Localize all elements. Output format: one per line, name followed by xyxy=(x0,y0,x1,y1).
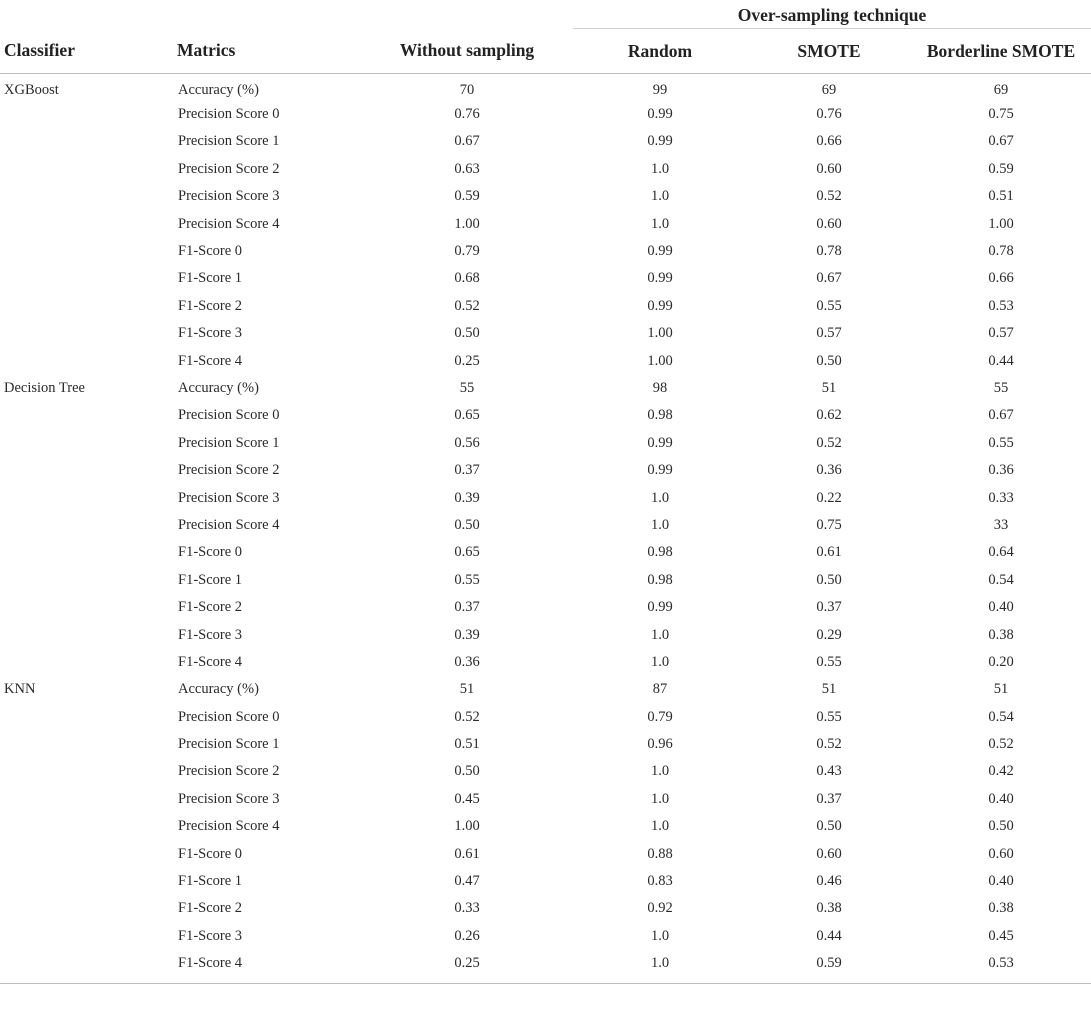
cell-classifier xyxy=(0,703,171,730)
cell-metric: Precision Score 4 xyxy=(178,215,280,232)
cell-borderline-smote: 0.55 xyxy=(988,434,1014,451)
cell-random: 1.0 xyxy=(650,763,670,780)
cell-classifier xyxy=(0,731,171,758)
cell-metric: F1-Score 2 xyxy=(178,599,243,616)
cell-without-sampling: 0.26 xyxy=(454,927,480,944)
cell-classifier xyxy=(0,210,171,237)
cell-metric: Precision Score 0 xyxy=(178,708,280,725)
table-row xyxy=(0,74,1091,101)
cell-classifier xyxy=(0,868,171,895)
cell-borderline-smote: 0.36 xyxy=(988,462,1014,479)
cell-metric: Precision Score 0 xyxy=(178,407,280,424)
cell-borderline-smote: 0.57 xyxy=(988,325,1014,342)
cell-classifier xyxy=(0,649,171,676)
cell-without-sampling: 0.67 xyxy=(454,133,480,150)
cell-classifier: Decision Tree xyxy=(4,379,85,396)
table-row xyxy=(0,101,1091,128)
table-row xyxy=(0,402,1091,429)
cell-random: 98 xyxy=(652,379,668,396)
cell-smote: 0.60 xyxy=(816,215,842,232)
table-row xyxy=(0,128,1091,155)
cell-metric: F1-Score 4 xyxy=(178,653,243,670)
cell-borderline-smote: 0.38 xyxy=(988,900,1014,917)
cell-random: 1.00 xyxy=(647,352,673,369)
oversampling-group-header: Over-sampling technique xyxy=(573,0,1091,29)
cell-without-sampling: 0.65 xyxy=(454,407,480,424)
cell-metric: Accuracy (%) xyxy=(178,681,259,698)
cell-without-sampling: 0.56 xyxy=(454,434,480,451)
cell-classifier xyxy=(0,923,171,950)
cell-metric: F1-Score 4 xyxy=(178,352,243,369)
cell-borderline-smote: 0.54 xyxy=(988,708,1014,725)
cell-classifier xyxy=(0,950,171,977)
cell-smote: 0.57 xyxy=(816,325,842,342)
col-header-borderline-smote: Borderline SMOTE xyxy=(911,29,1091,74)
cell-smote: 0.52 xyxy=(816,188,842,205)
table-row xyxy=(0,484,1091,511)
cell-random: 0.99 xyxy=(647,133,673,150)
cell-classifier xyxy=(0,402,171,429)
cell-random: 0.99 xyxy=(647,270,673,287)
table-row xyxy=(0,430,1091,457)
cell-without-sampling: 1.00 xyxy=(454,215,480,232)
cell-borderline-smote: 0.53 xyxy=(988,955,1014,972)
cell-metric: F1-Score 3 xyxy=(178,927,243,944)
cell-borderline-smote: 0.45 xyxy=(988,927,1014,944)
group-spacer xyxy=(0,0,171,29)
cell-random: 99 xyxy=(652,81,668,98)
cell-classifier: XGBoost xyxy=(4,81,59,98)
cell-classifier xyxy=(0,101,171,128)
cell-metric: F1-Score 3 xyxy=(178,325,243,342)
cell-random: 0.99 xyxy=(647,297,673,314)
cell-classifier xyxy=(0,238,171,265)
cell-smote: 0.50 xyxy=(816,352,842,369)
table-row xyxy=(0,238,1091,265)
cell-without-sampling: 70 xyxy=(459,81,475,98)
cell-random: 0.88 xyxy=(647,845,673,862)
cell-without-sampling: 0.25 xyxy=(454,955,480,972)
cell-metric: F1-Score 0 xyxy=(178,544,243,561)
cell-borderline-smote: 55 xyxy=(993,379,1009,396)
cell-random: 1.0 xyxy=(650,790,670,807)
cell-random: 0.98 xyxy=(647,407,673,424)
cell-smote: 0.37 xyxy=(816,790,842,807)
table-body xyxy=(0,74,1091,978)
cell-random: 1.0 xyxy=(650,955,670,972)
cell-borderline-smote: 33 xyxy=(993,516,1009,533)
cell-smote: 0.50 xyxy=(816,818,842,835)
cell-classifier xyxy=(0,156,171,183)
cell-smote: 0.36 xyxy=(816,462,842,479)
cell-classifier xyxy=(0,895,171,922)
cell-metric: F1-Score 2 xyxy=(178,297,243,314)
cell-random: 0.99 xyxy=(647,599,673,616)
cell-borderline-smote: 0.40 xyxy=(988,599,1014,616)
table-row xyxy=(0,868,1091,895)
cell-smote: 0.76 xyxy=(816,106,842,123)
table-row xyxy=(0,265,1091,292)
cell-without-sampling: 51 xyxy=(459,681,475,698)
cell-without-sampling: 0.39 xyxy=(454,489,480,506)
cell-metric: Accuracy (%) xyxy=(178,379,259,396)
cell-random: 1.0 xyxy=(650,489,670,506)
cell-random: 0.99 xyxy=(647,434,673,451)
cell-classifier xyxy=(0,567,171,594)
table-row xyxy=(0,703,1091,730)
table-row xyxy=(0,156,1091,183)
cell-random: 0.99 xyxy=(647,243,673,260)
cell-metric: F1-Score 0 xyxy=(178,243,243,260)
cell-metric: Precision Score 2 xyxy=(178,763,280,780)
cell-without-sampling: 0.59 xyxy=(454,188,480,205)
cell-smote: 0.38 xyxy=(816,900,842,917)
cell-classifier xyxy=(0,183,171,210)
cell-classifier xyxy=(0,320,171,347)
table-row xyxy=(0,320,1091,347)
cell-borderline-smote: 69 xyxy=(993,81,1009,98)
group-spacer xyxy=(361,0,573,29)
cell-borderline-smote: 0.40 xyxy=(988,790,1014,807)
cell-random: 87 xyxy=(652,681,668,698)
cell-metric: F1-Score 3 xyxy=(178,626,243,643)
table-row xyxy=(0,457,1091,484)
cell-smote: 69 xyxy=(821,81,837,98)
cell-without-sampling: 0.52 xyxy=(454,297,480,314)
cell-smote: 0.50 xyxy=(816,571,842,588)
cell-borderline-smote: 0.78 xyxy=(988,243,1014,260)
cell-without-sampling: 0.50 xyxy=(454,516,480,533)
cell-random: 1.0 xyxy=(650,626,670,643)
cell-classifier xyxy=(0,786,171,813)
table-row xyxy=(0,375,1091,402)
column-header-row xyxy=(0,29,1091,74)
cell-without-sampling: 0.45 xyxy=(454,790,480,807)
table-row xyxy=(0,758,1091,785)
cell-classifier xyxy=(0,594,171,621)
cell-metric: Precision Score 2 xyxy=(178,160,280,177)
cell-random: 1.00 xyxy=(647,325,673,342)
table-row xyxy=(0,676,1091,703)
cell-borderline-smote: 0.51 xyxy=(988,188,1014,205)
cell-random: 0.98 xyxy=(647,544,673,561)
cell-smote: 0.67 xyxy=(816,270,842,287)
cell-metric: Precision Score 3 xyxy=(178,489,280,506)
cell-random: 1.0 xyxy=(650,516,670,533)
col-header-random: Random xyxy=(573,29,747,74)
cell-without-sampling: 0.55 xyxy=(454,571,480,588)
cell-borderline-smote: 0.67 xyxy=(988,407,1014,424)
cell-borderline-smote: 0.42 xyxy=(988,763,1014,780)
cell-random: 0.99 xyxy=(647,462,673,479)
table-bottom-rule xyxy=(0,983,1091,984)
cell-borderline-smote: 0.52 xyxy=(988,736,1014,753)
cell-smote: 0.66 xyxy=(816,133,842,150)
cell-smote: 0.29 xyxy=(816,626,842,643)
cell-smote: 0.55 xyxy=(816,708,842,725)
cell-without-sampling: 1.00 xyxy=(454,818,480,835)
col-header-smote: SMOTE xyxy=(747,29,911,74)
cell-smote: 51 xyxy=(821,681,837,698)
cell-smote: 0.43 xyxy=(816,763,842,780)
cell-without-sampling: 0.76 xyxy=(454,106,480,123)
cell-borderline-smote: 0.40 xyxy=(988,873,1014,890)
cell-without-sampling: 0.39 xyxy=(454,626,480,643)
cell-metric: Precision Score 1 xyxy=(178,736,280,753)
cell-borderline-smote: 0.59 xyxy=(988,160,1014,177)
cell-without-sampling: 0.33 xyxy=(454,900,480,917)
table-row xyxy=(0,621,1091,648)
table-row xyxy=(0,594,1091,621)
cell-borderline-smote: 0.60 xyxy=(988,845,1014,862)
cell-classifier xyxy=(0,512,171,539)
cell-smote: 0.55 xyxy=(816,297,842,314)
cell-random: 1.0 xyxy=(650,160,670,177)
cell-without-sampling: 55 xyxy=(459,379,475,396)
cell-classifier xyxy=(0,293,171,320)
cell-classifier xyxy=(0,265,171,292)
cell-classifier: KNN xyxy=(4,681,36,698)
cell-borderline-smote: 0.64 xyxy=(988,544,1014,561)
cell-random: 0.98 xyxy=(647,571,673,588)
cell-random: 1.0 xyxy=(650,188,670,205)
col-header-classifier: Classifier xyxy=(0,29,171,74)
cell-smote: 0.55 xyxy=(816,653,842,670)
cell-without-sampling: 0.61 xyxy=(454,845,480,862)
cell-without-sampling: 0.25 xyxy=(454,352,480,369)
cell-random: 0.92 xyxy=(647,900,673,917)
cell-without-sampling: 0.47 xyxy=(454,873,480,890)
cell-metric: Precision Score 4 xyxy=(178,818,280,835)
col-header-without-sampling: Without sampling xyxy=(361,29,573,74)
cell-classifier xyxy=(0,457,171,484)
cell-classifier xyxy=(0,813,171,840)
group-spacer xyxy=(171,0,361,29)
cell-metric: Precision Score 1 xyxy=(178,133,280,150)
cell-without-sampling: 0.50 xyxy=(454,325,480,342)
cell-random: 0.79 xyxy=(647,708,673,725)
cell-without-sampling: 0.37 xyxy=(454,462,480,479)
table-row xyxy=(0,210,1091,237)
table-row xyxy=(0,293,1091,320)
cell-borderline-smote: 0.38 xyxy=(988,626,1014,643)
table-row xyxy=(0,786,1091,813)
cell-without-sampling: 0.63 xyxy=(454,160,480,177)
cell-without-sampling: 0.52 xyxy=(454,708,480,725)
cell-random: 0.96 xyxy=(647,736,673,753)
cell-classifier xyxy=(0,128,171,155)
table-row xyxy=(0,567,1091,594)
cell-metric: Precision Score 4 xyxy=(178,516,280,533)
cell-borderline-smote: 0.33 xyxy=(988,489,1014,506)
table-row xyxy=(0,950,1091,977)
cell-metric: Precision Score 2 xyxy=(178,462,280,479)
cell-smote: 0.78 xyxy=(816,243,842,260)
cell-random: 0.83 xyxy=(647,873,673,890)
cell-classifier xyxy=(0,430,171,457)
cell-smote: 0.59 xyxy=(816,955,842,972)
table-row xyxy=(0,731,1091,758)
cell-classifier xyxy=(0,840,171,867)
cell-smote: 0.60 xyxy=(816,845,842,862)
cell-smote: 0.61 xyxy=(816,544,842,561)
cell-borderline-smote: 51 xyxy=(993,681,1009,698)
table-row xyxy=(0,923,1091,950)
cell-smote: 0.44 xyxy=(816,927,842,944)
cell-without-sampling: 0.68 xyxy=(454,270,480,287)
cell-metric: Accuracy (%) xyxy=(178,81,259,98)
cell-metric: Precision Score 3 xyxy=(178,188,280,205)
table-row xyxy=(0,347,1091,374)
table-row xyxy=(0,183,1091,210)
cell-borderline-smote: 0.75 xyxy=(988,106,1014,123)
cell-borderline-smote: 1.00 xyxy=(988,215,1014,232)
cell-smote: 0.75 xyxy=(816,516,842,533)
cell-borderline-smote: 0.54 xyxy=(988,571,1014,588)
cell-without-sampling: 0.50 xyxy=(454,763,480,780)
cell-smote: 0.62 xyxy=(816,407,842,424)
cell-classifier xyxy=(0,539,171,566)
cell-metric: F1-Score 1 xyxy=(178,270,243,287)
table-row xyxy=(0,512,1091,539)
cell-classifier xyxy=(0,621,171,648)
cell-without-sampling: 0.79 xyxy=(454,243,480,260)
cell-random: 0.99 xyxy=(647,106,673,123)
cell-metric: Precision Score 0 xyxy=(178,106,280,123)
cell-smote: 0.22 xyxy=(816,489,842,506)
table-row xyxy=(0,649,1091,676)
cell-without-sampling: 0.51 xyxy=(454,736,480,753)
cell-smote: 0.46 xyxy=(816,873,842,890)
cell-smote: 0.60 xyxy=(816,160,842,177)
cell-smote: 0.37 xyxy=(816,599,842,616)
cell-smote: 51 xyxy=(821,379,837,396)
cell-borderline-smote: 0.50 xyxy=(988,818,1014,835)
cell-metric: F1-Score 1 xyxy=(178,571,243,588)
cell-classifier xyxy=(0,484,171,511)
cell-borderline-smote: 0.53 xyxy=(988,297,1014,314)
cell-smote: 0.52 xyxy=(816,434,842,451)
cell-borderline-smote: 0.67 xyxy=(988,133,1014,150)
cell-metric: F1-Score 4 xyxy=(178,955,243,972)
cell-borderline-smote: 0.20 xyxy=(988,653,1014,670)
cell-metric: F1-Score 2 xyxy=(178,900,243,917)
table-row xyxy=(0,539,1091,566)
cell-without-sampling: 0.36 xyxy=(454,653,480,670)
cell-random: 1.0 xyxy=(650,215,670,232)
table-row xyxy=(0,895,1091,922)
cell-classifier xyxy=(0,347,171,374)
group-header-row xyxy=(0,0,1091,29)
cell-without-sampling: 0.65 xyxy=(454,544,480,561)
cell-borderline-smote: 0.44 xyxy=(988,352,1014,369)
cell-metric: F1-Score 0 xyxy=(178,845,243,862)
cell-metric: Precision Score 3 xyxy=(178,790,280,807)
table-row xyxy=(0,840,1091,867)
cell-classifier xyxy=(0,758,171,785)
cell-smote: 0.52 xyxy=(816,736,842,753)
cell-random: 1.0 xyxy=(650,653,670,670)
col-header-metrics: Matrics xyxy=(171,29,361,74)
cell-random: 1.0 xyxy=(650,927,670,944)
cell-metric: Precision Score 1 xyxy=(178,434,280,451)
cell-metric: F1-Score 1 xyxy=(178,873,243,890)
table-row xyxy=(0,813,1091,840)
cell-random: 1.0 xyxy=(650,818,670,835)
cell-borderline-smote: 0.66 xyxy=(988,270,1014,287)
cell-without-sampling: 0.37 xyxy=(454,599,480,616)
table-header xyxy=(0,0,1091,74)
